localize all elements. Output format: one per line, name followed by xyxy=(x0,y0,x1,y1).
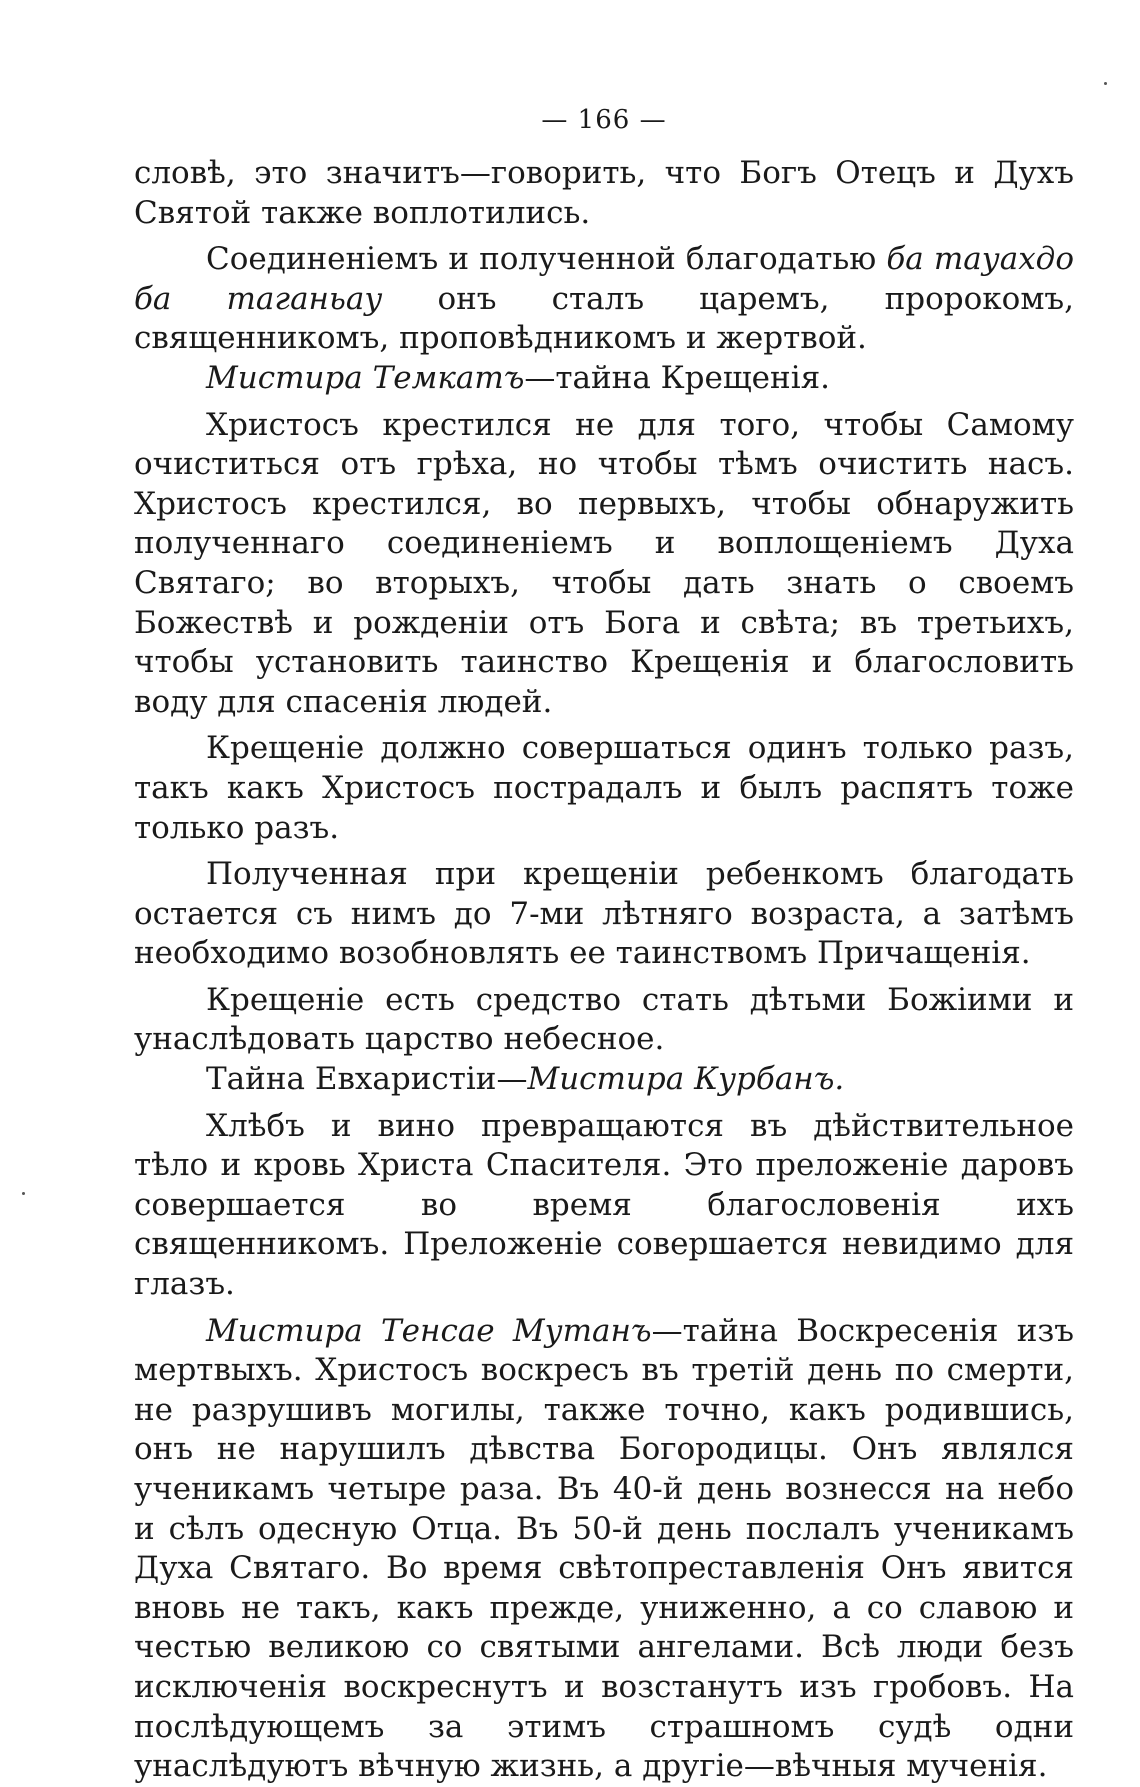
paragraph-text: Хлѣбъ и вино превращаются въ дѣйствительное тѣло и кровь Христа Спасителя. Это преложеніе даровъ совершается во время благословенія ихъ священникомъ. Преложеніе совершается невидимо для глазъ. xyxy=(134,1107,1074,1303)
paragraph-text: словѣ, это значитъ—говорить, что Богъ Отецъ и Духъ Святой также воплотились. xyxy=(134,155,1074,231)
paragraph-text: Полученная при крещеніи ребенкомъ благодать остается съ нимъ до 7-ми лѣтняго возраста, а затѣмъ необходимо возобновлять ее таинствомъ Причащенія. xyxy=(134,856,1074,972)
italic-phrase: Мистира Тенсае Мутанъ xyxy=(206,1312,652,1349)
paragraph-text: Крещеніе есть средство стать дѣтьми Божіими и унаслѣдовать царство небесное. xyxy=(134,981,1074,1058)
italic-phrase: Мистира Курбанъ. xyxy=(527,1061,845,1098)
paragraph-text: Тайна Евхаристіи— xyxy=(206,1061,528,1098)
paragraph-text: —тайна Крещенія. xyxy=(524,359,831,396)
italic-phrase: Мистира Темкатъ xyxy=(206,359,525,396)
italic-phrase: ба тауахдо ба таганьау xyxy=(134,241,1074,317)
paragraph-continuation xyxy=(134,154,1074,233)
heading-eucharist xyxy=(134,1060,1074,1100)
paragraph-text: Христосъ крестился не для того, чтобы Самому очиститься отъ грѣха, но чтобы тѣмъ очистить насъ. Христосъ крестился, во первыхъ, чтобы обнаружить полученнаго соединеніемъ и воплощеніемъ Духа Святаго; во вторыхъ, чтобы дать знать о своемъ Божествѣ и рожденіи отъ Бога и свѣта; въ третьихъ, чтобы установить таинство Крещенія и благословить воду для спасенія людей. xyxy=(134,406,1074,720)
paragraph-text: онъ сталъ царемъ, пророкомъ, священникомъ, проповѣдникомъ и жертвой. xyxy=(134,280,1075,357)
paragraph-baptism-once xyxy=(134,729,1074,848)
paragraph-christ-baptized xyxy=(134,406,1074,723)
paragraph-text: —тайна Воскресенія изъ мертвыхъ. Христосъ воскресъ въ третій день по смерти, не разрушивъ могилы, также точно, какъ родившись, онъ не нарушилъ дѣвства Богородицы. Онъ являлся ученикамъ четыре раза. Въ 40-й день вознесся на небо и сѣлъ одесную Отца. Въ 50-й день послалъ ученикамъ Духа Святаго. Во время свѣтопреставленія Онъ явится вновь не такъ, какъ прежде, униженно, а со славою и честью великою со святыми ангелами. Всѣ люди безъ исключенія воскреснутъ и возстанутъ изъ гробовъ. На послѣдующемъ за этимъ страшномъ судѣ одни унаслѣдуютъ вѣчную жизнь, а другіе—вѣчныя мученія. xyxy=(134,1312,1074,1785)
paragraph-baptism-means xyxy=(134,981,1074,1060)
scan-speck xyxy=(1104,82,1107,85)
paragraph-text: Крещеніе должно совершаться одинъ только разъ, такъ какъ Христосъ пострадалъ и былъ распятъ тоже только разъ. xyxy=(134,730,1074,846)
heading-baptism xyxy=(134,359,1074,399)
paragraph-resurrection xyxy=(134,1312,1074,1787)
paragraph-union-grace xyxy=(134,240,1074,359)
paragraph-text: Соединеніемъ и полученной благодатью xyxy=(206,241,887,278)
paragraph-bread-wine xyxy=(134,1107,1074,1305)
paragraph-grace-age xyxy=(134,855,1074,974)
book-page xyxy=(134,100,1074,1787)
page-number: — 166 — xyxy=(541,105,667,135)
scan-speck xyxy=(22,1192,25,1195)
